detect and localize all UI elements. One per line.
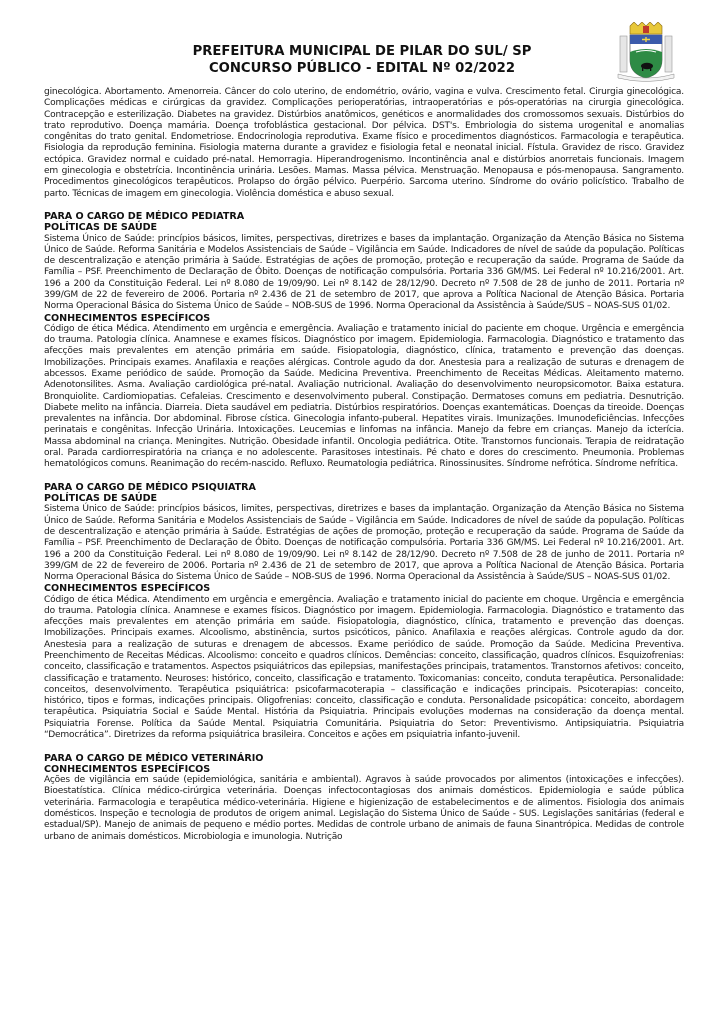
document-body bbox=[44, 87, 684, 843]
section-medico-psiquiatra bbox=[44, 482, 684, 741]
politicas-heading: POLÍTICAS DE SAÚDE bbox=[44, 222, 158, 234]
politicas-paragraph: Sistema Único de Saúde: princípios básicos, limites, perspectivas, diretrizes e bases da implantação. Organização da Atenção Básica no Sistema Único de Saúde. Reforma Sanitária e Modelos Assistenciais de Saúde – Vigilância em Saúde. Indicadores de nível de saúde da população. Políticas de descentralização e atenção primária à Saúde. Estratégias de ações de promoção, proteção e recuperação da saúde. Programa de Saúde da Família – PSF. Preenchimento de Declaração de Óbito. Doenças de notificação compulsória. Portaria 336 GM/MS. Lei Federal nº 10.216/2001. Art. 196 a 200 da Constituição Federal. Lei nº 8.080 de 19/09/90. Lei nº 8.142 de 28/12/90. Decreto nº 7.508 de 28 de junho de 2011. Portaria nº 399/GM de 22 de fevereiro de 2006. Portaria nº 2.436 de 21 de setembro de 2017, que aprova a Política Nacional de Atenção Básica. Portaria Norma Operacional Básica do Sistema Único de Saúde – NOB-SUS de 1996. Norma Operacional da Assistência à Saúde/SUS – NOAS-SUS 01/02. bbox=[44, 504, 684, 583]
coat-of-arms-icon bbox=[612, 22, 680, 84]
header-title-line-2: CONCURSO PÚBLICO - EDITAL Nº 02/2022 bbox=[208, 61, 516, 76]
header-title-line-1: PREFEITURA MUNICIPAL DE PILAR DO SUL/ SP bbox=[192, 44, 532, 59]
especificos-heading: CONHECIMENTOS ESPECÍFICOS bbox=[44, 583, 211, 595]
especificos-paragraph: Ações de vigilância em saúde (epidemiológica, sanitária e ambiental). Agravos à saúde provocados por alimentos (intoxicações e infecções). Bioestatística. Clínica médico-cirúrgica veterinária. Doenças infectocontagiosas dos animais domésticos. Epidemiologia e saúde pública veterinária. Farmacologia e terapêutica médico-veterinária. Higiene e higienização de estabelecimentos e de alimentos. Fisiologia dos animais domésticos. Inspeção e tecnologia de produtos de origem animal. Legislação do Sistema Único de Saúde - SUS. Legislações sanitárias (federal e estadual/SP). Manejo de animais de pequeno e médio portes. Medidas de controle urbano de animais de fauna Sinantrópica. Medidas de controle urbano de animais domésticos. Microbiologia e imunologia. Nutrição bbox=[44, 775, 684, 842]
especificos-paragraph: Código de ética Médica. Atendimento em urgência e emergência. Avaliação e tratamento inicial do paciente em choque. Urgência e emergência do trauma. Patologia clínica. Anamnese e exames físicos. Diagnóstico por imagem. Epidemiologia. Farmacologia. Diagnóstico e tratamento das afecções mais prevalentes em atenção primária em saúde. Fisiopatologia, diagnóstico, clínica, tratamento e prevenção das doenças. Imobilizações. Principais exames. Alcoolismo, abstinência, surtos psicóticos, pânico. Anafilaxia e reações alérgicas. Controle agudo da dor. Anestesia para a realização de suturas e drenagem de abcessos. Exame periódico de saúde. Promoção da Saúde. Medicina Preventiva. Preenchimento de Receitas Médicas. Alcoolismo: conceito e quadros clínicos. Demências: conceito, classificação, quadros clínicos. Esquizofrenias: conceito, classificação e tratamentos. Aspectos psiquiátricos das epilepsias, manifestações principais, tratamentos. Transtornos afetivos: conceito, classificação e tratamento. Neuroses: histórico, conceito, classificação e tratamento. Toxicomanias: conceito, conduta terapêutica. Personalidade: conceitos, desenvolvimento. Terapêutica psiquiátrica: psicofarmacoterapia – classificação e indicações principais. Psicoterapias: conceito, histórico, tipos e formas, indicações principais. Oligofrenias: conceito, classificação e conduta. Personalidade psicopática: conceito, abordagem terapêutica. Psiquiatria Social e Saúde Mental. História da Psiquiatria. Principais evoluções modernas na consideração da doença mental. Psiquiatria Forense. Política da Saúde Mental. Psiquiatria Comunitária. Psiquiatria do Setor: Preventivismo. Antipsiquiatria. Psiquiatria “Democrática”. Diretrizes da reforma psiquiátrica brasileira. Conceitos e ações em psiquiatria infanto-juvenil. bbox=[44, 594, 684, 740]
section-medico-veterinario bbox=[44, 753, 684, 843]
especificos-paragraph: Código de ética Médica. Atendimento em urgência e emergência. Avaliação e tratamento inicial do paciente em choque. Urgência e emergência do trauma. Patologia clínica. Anamnese e exames físicos. Diagnóstico por imagem. Epidemiologia. Farmacologia. Diagnóstico e tratamento das afecções mais prevalentes em atenção primária em saúde. Fisiopatologia, diagnóstico, clínica, tratamento e prevenção das doenças. Imobilizações. Principais exames. Anafilaxia e reações alérgicas. Controle agudo da dor. Anestesia para a realização de suturas e drenagem de abcessos. Exame periódico de saúde. Promoção da Saúde. Medicina Preventiva. Preenchimento de Receitas Médicas. Aleitamento materno. Adenotonsilites. Asma. Avaliação cardiológica pré-natal. Avaliação nutricional. Avaliação do desenvolvimento neuropsicomotor. Baixa estatura. Bronquiolite. Cardiomiopatias. Cefaleias. Crescimento e desenvolvimento puberal. Constipação. Dermatoses comuns em pediatria. Desnutrição. Diabete melito na infância. Diarreia. Dieta saudável em pediatria. Distúrbios respiratórios. Doenças exantemáticas. Doenças da tireoide. Doenças prevalentes na infância. Dor abdominal. Fibrose cística. Ginecologia infanto-puberal. Hepatites virais. Imunizações. Imunodeficiências. Infecções perinatais e congênitas. Infecção Urinária. Intoxicações. Leucemias e linfomas na infância. Manejo da febre em crianças. Manejo da icterícia. Massa abdominal na criança. Meningites. Nutrição. Obesidade infantil. Oncologia pediátrica. Otite. Transtornos funcionais. Terapia de reidratação oral. Parada cardiorrespiratória na criança e no adolescente. Parasitoses intestinais. Pé chato e dores do crescimento. Pneumonia. Problemas hematológicos comuns. Reanimação do recém-nascido. Refluxo. Reumatologia pediátrica. Rinossinusites. Síndrome nefrótica. Síndrome nefrítica. bbox=[44, 323, 684, 470]
especificos-heading: CONHECIMENTOS ESPECÍFICOS bbox=[44, 312, 211, 324]
section-title: PARA O CARGO DE MÉDICO VETERINÁRIO bbox=[44, 752, 264, 764]
section-title: PARA O CARGO DE MÉDICO PSIQUIATRA bbox=[44, 481, 256, 493]
section-medico-pediatra bbox=[44, 211, 684, 470]
section-title: PARA O CARGO DE MÉDICO PEDIATRA bbox=[44, 211, 245, 223]
especificos-heading: CONHECIMENTOS ESPECÍFICOS bbox=[44, 763, 211, 775]
intro-paragraph: ginecológica. Abortamento. Amenorreia. Câncer do colo uterino, de endométrio, ovário, vagina e vulva. Crescimento fetal. Cirurgia ginecológica. Complicações médicas e cirúrgicas da gravidez. Complicações perioperatórias, intraoperatórias e pós-operatórias na cirurgia ginecológica. Contracepção e esterilização. Diabetes na gravidez. Distúrbios anatômicos, genéticos e anormalidades dos cromossomos sexuais. Distúrbios do trato reprodutivo. Doença mamária. Doença trofoblástica gestacional. Dor pélvica. DST's. Embriologia do sistema urogenital e anomalias congênitas do trato genital. Endometriose. Endocrinologia reprodutiva. Exame físico e procedimentos diagnósticos. Farmacologia e terapêutica. Fisiologia da reprodução feminina. Fisiologia materna durante a gravidez e fisiologia fetal e neonatal inicial. Fístula. Gravidez de risco. Gravidez ectópica. Gravidez normal e cuidado pré-natal. Hemorragia. Hiperandrogenismo. Incontinência anal e distúrbios anorretais funcionais. Imagem em ginecologia e obstetrícia. Incontinência urinária. Lesões. Mamas. Massa pélvica. Menstruação. Menopausa e pós-menopausa. Sangramento. Procedimentos ginecológicos terapêuticos. Prolapso do órgão pélvico. Puerpério. Sarcoma uterino. Síndrome do ovário policístico. Trabalho de parto. Técnicas de imagem em ginecologia. Violência doméstica e abuso sexual. bbox=[44, 87, 684, 199]
politicas-paragraph: Sistema Único de Saúde: princípios básicos, limites, perspectivas, diretrizes e bases da implantação. Organização da Atenção Básica no Sistema Único de Saúde. Reforma Sanitária e Modelos Assistenciais de Saúde – Vigilância em Saúde. Indicadores de nível de saúde da população. Políticas de descentralização e atenção primária à Saúde. Estratégias de ações de promoção, proteção e recuperação da saúde. Programa de Saúde da Família – PSF. Preenchimento de Declaração de Óbito. Doenças de notificação compulsória. Portaria 336 GM/MS. Lei Federal nº 10.216/2001. Art. 196 a 200 da Constituição Federal. Lei nº 8.080 de 19/09/90. Lei nº 8.142 de 28/12/90. Decreto nº 7.508 de 28 de junho de 2011. Portaria nº 399/GM de 22 de fevereiro de 2006. Portaria nº 2.436 de 21 de setembro de 2017, que aprova a Política Nacional de Atenção Básica. Portaria Norma Operacional Básica do Sistema Único de Saúde – NOB-SUS de 1996. Norma Operacional da Assistência à Saúde/SUS – NOAS-SUS 01/02. bbox=[44, 233, 684, 312]
politicas-heading: POLÍTICAS DE SAÚDE bbox=[44, 493, 158, 505]
